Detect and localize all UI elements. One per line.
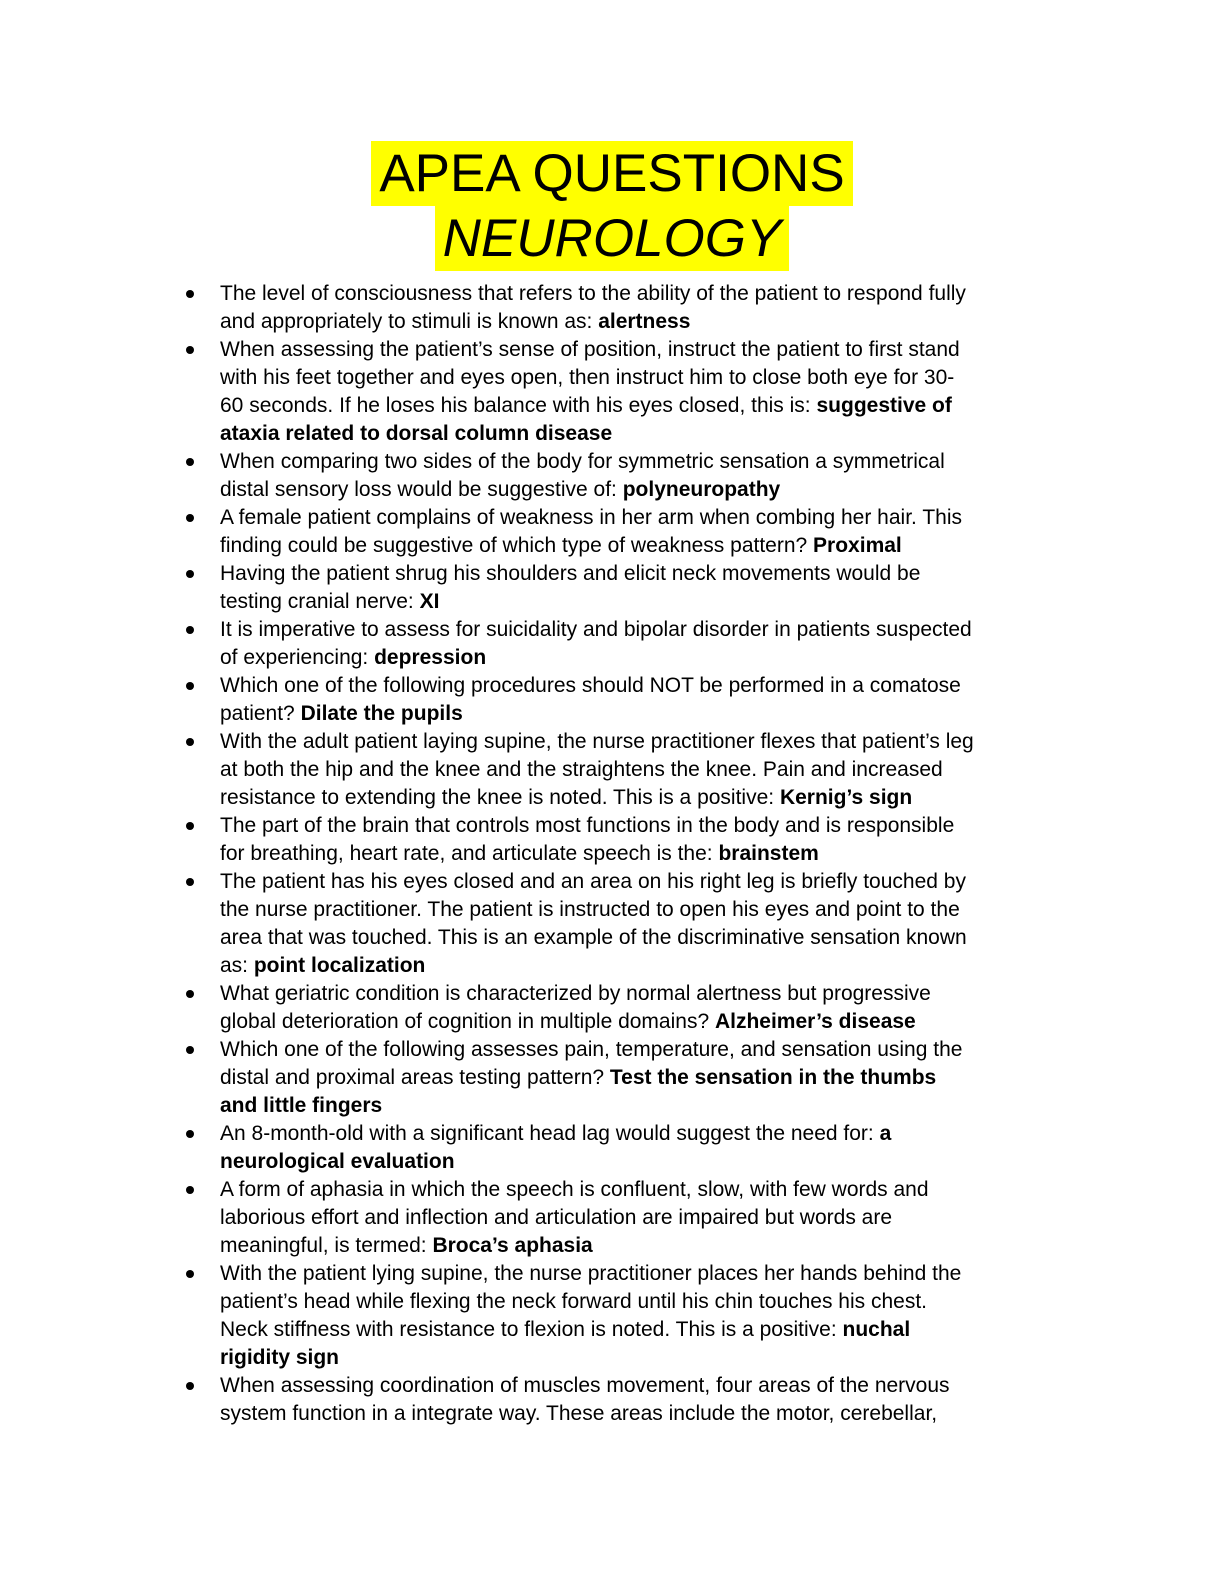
bullet-icon (186, 346, 194, 354)
answer-text: point localization (253, 954, 426, 977)
answer-text: Kernig’s sign (779, 786, 913, 809)
question-lines (220, 812, 1078, 868)
answer-text: Alzheimer’s disease (714, 1010, 916, 1033)
question-line (220, 896, 1078, 924)
question-item (152, 280, 1078, 336)
question-line (220, 588, 1078, 616)
question-text: The part of the brain that controls most functions in the body and is responsible (220, 814, 955, 837)
question-text: with his feet together and eyes open, then instruct him to close both eye for 30- (220, 366, 955, 389)
answer-text: Test the sensation in the thumbs (609, 1066, 937, 1089)
answer-text: Dilate the pupils (300, 702, 463, 725)
question-text: the nurse practitioner. The patient is instructed to open his eyes and point to the (220, 898, 960, 921)
question-text: meaningful, is termed: (220, 1234, 433, 1257)
question-line (220, 980, 1078, 1008)
question-lines (220, 1372, 1078, 1428)
question-text: distal sensory loss would be suggestive of: (220, 478, 623, 501)
bullet-icon (186, 878, 194, 886)
question-text: resistance to extending the knee is noted. This is a positive: (220, 786, 780, 809)
question-item (152, 1176, 1078, 1260)
question-text: finding could be suggestive of which type of weakness pattern? (220, 534, 814, 557)
question-line (220, 1316, 1078, 1344)
question-lines (220, 672, 1078, 728)
question-text: The level of consciousness that refers to the ability of the patient to respond fully (220, 282, 966, 305)
question-text: When comparing two sides of the body for symmetric sensation a symmetrical (220, 450, 945, 473)
question-line (220, 728, 1078, 756)
question-line (220, 1036, 1078, 1064)
question-lines (220, 1260, 1078, 1372)
question-line (220, 1120, 1078, 1148)
question-text: Having the patient shrug his shoulders and elicit neck movements would be (220, 562, 921, 585)
answer-text: Broca’s aphasia (432, 1234, 593, 1257)
question-text: A form of aphasia in which the speech is confluent, slow, with few words and (220, 1178, 929, 1201)
question-line (220, 952, 1078, 980)
bullet-icon (186, 990, 194, 998)
question-text: area that was touched. This is an example of the discriminative sensation known (220, 926, 967, 949)
question-line (220, 672, 1078, 700)
question-item (152, 616, 1078, 672)
question-text: for breathing, heart rate, and articulate speech is the: (220, 842, 719, 865)
question-text: at both the hip and the knee and the straightens the knee. Pain and increased (220, 758, 943, 781)
document-title: APEA QUESTIONS (371, 141, 852, 206)
question-text: 60 seconds. If he loses his balance with his eyes closed, this is: (220, 394, 817, 417)
question-text: It is imperative to assess for suicidality and bipolar disorder in patients suspected (220, 618, 972, 641)
answer-text: a (879, 1122, 892, 1145)
question-text: laborious effort and inflection and articulation are impaired but words are (220, 1206, 892, 1229)
document-subtitle: NEUROLOGY (435, 206, 790, 271)
question-lines (220, 1036, 1078, 1120)
question-lines (220, 728, 1078, 812)
question-text: patient? (220, 702, 301, 725)
question-text: and appropriately to stimuli is known as: (220, 310, 599, 333)
question-line (220, 1372, 1078, 1400)
bullet-icon (186, 1270, 194, 1278)
question-line (220, 1064, 1078, 1092)
question-line (220, 336, 1078, 364)
question-text: The patient has his eyes closed and an area on his right leg is briefly touched by (220, 870, 966, 893)
question-line (220, 644, 1078, 672)
question-line (220, 1176, 1078, 1204)
answer-text: ataxia related to dorsal column disease (220, 422, 613, 445)
question-text: global deterioration of cognition in multiple domains? (220, 1010, 715, 1033)
question-line (220, 812, 1078, 840)
document-title-block (0, 0, 1224, 271)
question-line (220, 756, 1078, 784)
question-item (152, 1036, 1078, 1120)
question-text: When assessing coordination of muscles movement, four areas of the nervous (220, 1374, 950, 1397)
bullet-icon (186, 570, 194, 578)
question-line (220, 560, 1078, 588)
question-line (220, 840, 1078, 868)
question-text: of experiencing: (220, 646, 375, 669)
bullet-icon (186, 1046, 194, 1054)
question-lines (220, 1176, 1078, 1260)
bullet-icon (186, 822, 194, 830)
question-item (152, 728, 1078, 812)
question-line (220, 868, 1078, 896)
question-line (220, 616, 1078, 644)
question-lines (220, 868, 1078, 980)
question-text: system function in a integrate way. These areas include the motor, cerebellar, (220, 1402, 938, 1425)
answer-text: brainstem (718, 842, 819, 865)
question-line (220, 1288, 1078, 1316)
question-lines (220, 336, 1078, 448)
question-lines (220, 280, 1078, 336)
question-item (152, 812, 1078, 868)
question-line (220, 924, 1078, 952)
question-line (220, 448, 1078, 476)
bullet-icon (186, 626, 194, 634)
bullet-icon (186, 1186, 194, 1194)
question-line (220, 476, 1078, 504)
question-line (220, 1008, 1078, 1036)
question-line (220, 392, 1078, 420)
answer-text: neurological evaluation (220, 1150, 455, 1173)
question-item (152, 868, 1078, 980)
question-item (152, 1260, 1078, 1372)
question-line (220, 784, 1078, 812)
bullet-icon (186, 682, 194, 690)
answer-text: XI (419, 590, 440, 613)
question-lines (220, 504, 1078, 560)
question-text: Which one of the following assesses pain, temperature, and sensation using the (220, 1038, 963, 1061)
question-line (220, 1260, 1078, 1288)
question-line (220, 1092, 1078, 1120)
answer-text: and little fingers (220, 1094, 383, 1117)
question-lines (220, 448, 1078, 504)
question-text: Neck stiffness with resistance to flexion is noted. This is a positive: (220, 1318, 843, 1341)
question-item (152, 980, 1078, 1036)
question-line (220, 308, 1078, 336)
question-text: When assessing the patient’s sense of position, instruct the patient to first stand (220, 338, 960, 361)
question-item (152, 560, 1078, 616)
question-lines (220, 560, 1078, 616)
question-line (220, 1148, 1078, 1176)
answer-text: rigidity sign (220, 1346, 340, 1369)
question-item (152, 672, 1078, 728)
answer-text: depression (374, 646, 487, 669)
question-line (220, 700, 1078, 728)
answer-text: Proximal (813, 534, 902, 557)
question-text: as: (220, 954, 254, 977)
question-lines (220, 616, 1078, 672)
question-line (220, 420, 1078, 448)
question-text: What geriatric condition is characterized by normal alertness but progressive (220, 982, 931, 1005)
question-line (220, 1232, 1078, 1260)
question-lines (220, 1120, 1078, 1176)
question-line (220, 364, 1078, 392)
answer-text: nuchal (842, 1318, 911, 1341)
bullet-icon (186, 514, 194, 522)
question-text: With the adult patient laying supine, the nurse practitioner flexes that patient’s leg (220, 730, 974, 753)
question-line (220, 1400, 1078, 1428)
question-text: A female patient complains of weakness in her arm when combing her hair. This (220, 506, 962, 529)
answer-text: polyneuropathy (622, 478, 781, 501)
question-line (220, 1344, 1078, 1372)
question-text: With the patient lying supine, the nurse practitioner places her hands behind the (220, 1262, 962, 1285)
question-item (152, 504, 1078, 560)
question-line (220, 532, 1078, 560)
question-line (220, 280, 1078, 308)
question-text: patient’s head while flexing the neck forward until his chin touches his chest. (220, 1290, 928, 1313)
bullet-icon (186, 1130, 194, 1138)
question-item (152, 336, 1078, 448)
question-text: testing cranial nerve: (220, 590, 420, 613)
answer-text: suggestive of (816, 394, 952, 417)
bullet-icon (186, 738, 194, 746)
question-text: An 8-month-old with a significant head lag would suggest the need for: (220, 1122, 880, 1145)
bullet-icon (186, 458, 194, 466)
question-item (152, 1120, 1078, 1176)
answer-text: alertness (598, 310, 691, 333)
bullet-icon (186, 1382, 194, 1390)
bullet-icon (186, 290, 194, 298)
question-lines (220, 980, 1078, 1036)
question-line (220, 1204, 1078, 1232)
question-text: distal and proximal areas testing pattern? (220, 1066, 610, 1089)
question-item (152, 448, 1078, 504)
question-list (152, 280, 1078, 1428)
question-line (220, 504, 1078, 532)
question-text: Which one of the following procedures should NOT be performed in a comatose (220, 674, 961, 697)
question-item (152, 1372, 1078, 1428)
